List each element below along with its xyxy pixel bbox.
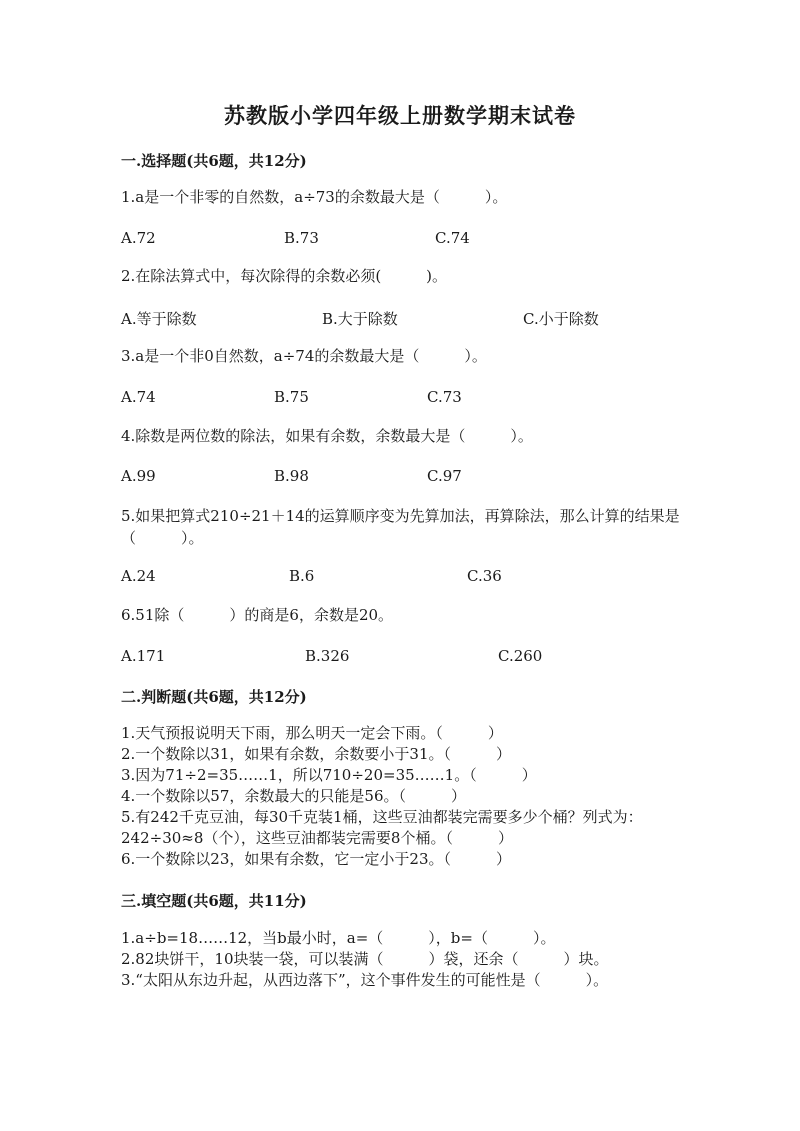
question-4: 4.除数是两位数的除法，如果有余数，余数最大是（ ）。: [121, 427, 533, 445]
question-2: 2.在除法算式中，每次除得的余数必须( )。: [121, 267, 448, 285]
judgement-item: 5.有242千克豆油，每30千克装1桶，这些豆油都装完需要多少个桶？列式为：242÷30≈8（个），这些豆油都装完需要8个桶。（ ）: [121, 808, 643, 847]
question-3: 3.a是一个非0自然数，a÷74的余数最大是（ ）。: [121, 347, 487, 365]
judgement-item: 2.一个数除以31，如果有余数，余数要小于31。（ ）: [121, 745, 511, 763]
option-c: C.260: [498, 647, 543, 665]
judgement-item: 1.天气预报说明天下雨，那么明天一定会下雨。（ ）: [121, 724, 503, 742]
option-c: C.97: [427, 467, 462, 485]
page-title: 苏教版小学四年级上册数学期末试卷: [224, 103, 576, 128]
option-a: A.99: [121, 467, 156, 485]
option-a: A.等于除数: [121, 310, 197, 328]
fill-in-item: 1.a÷b=18……12，当b最小时，a=（ ），b=（ ）。: [121, 929, 556, 947]
option-a: A.171: [121, 647, 166, 665]
judgement-item: 4.一个数除以57，余数最大的只能是56。（ ）: [121, 787, 466, 805]
question-1: 1.a是一个非零的自然数，a÷73的余数最大是（ ）。: [121, 188, 508, 206]
option-a: A.24: [121, 567, 156, 585]
fill-in-item: 2.82块饼干，10块装一袋，可以装满（ ）袋，还余（ ）块。: [121, 950, 609, 968]
section-heading-judgement: 二.判断题(共6题，共12分): [121, 688, 307, 706]
option-b: B.75: [274, 388, 309, 406]
option-b: B.98: [274, 467, 309, 485]
judgement-item: 3.因为71÷2=35……1，所以710÷20=35……1。（ ）: [121, 766, 537, 784]
option-b: B.大于除数: [322, 310, 398, 328]
option-b: B.326: [305, 647, 350, 665]
fill-in-item: 3.“太阳从东边升起，从西边落下”，这个事件发生的可能性是（ ）。: [121, 971, 609, 989]
section-heading-fill-in: 三.填空题(共6题，共11分): [121, 892, 307, 910]
judgement-item: 6.一个数除以23，如果有余数，它一定小于23。（ ）: [121, 850, 511, 868]
section-heading-choice: 一.选择题(共6题，共12分): [121, 152, 307, 170]
option-c: C.小于除数: [523, 310, 599, 328]
question-5: 5.如果把算式210÷21＋14的运算顺序变为先算加法，再算除法，那么计算的结果是（ ）。: [121, 507, 680, 547]
option-b: B.6: [289, 567, 315, 585]
option-c: C.74: [435, 229, 470, 247]
question-6: 6.51除（ ）的商是6，余数是20。: [121, 606, 394, 624]
option-b: B.73: [284, 229, 319, 247]
option-a: A.74: [121, 388, 156, 406]
option-a: A.72: [121, 229, 156, 247]
option-c: C.36: [467, 567, 502, 585]
option-c: C.73: [427, 388, 462, 406]
